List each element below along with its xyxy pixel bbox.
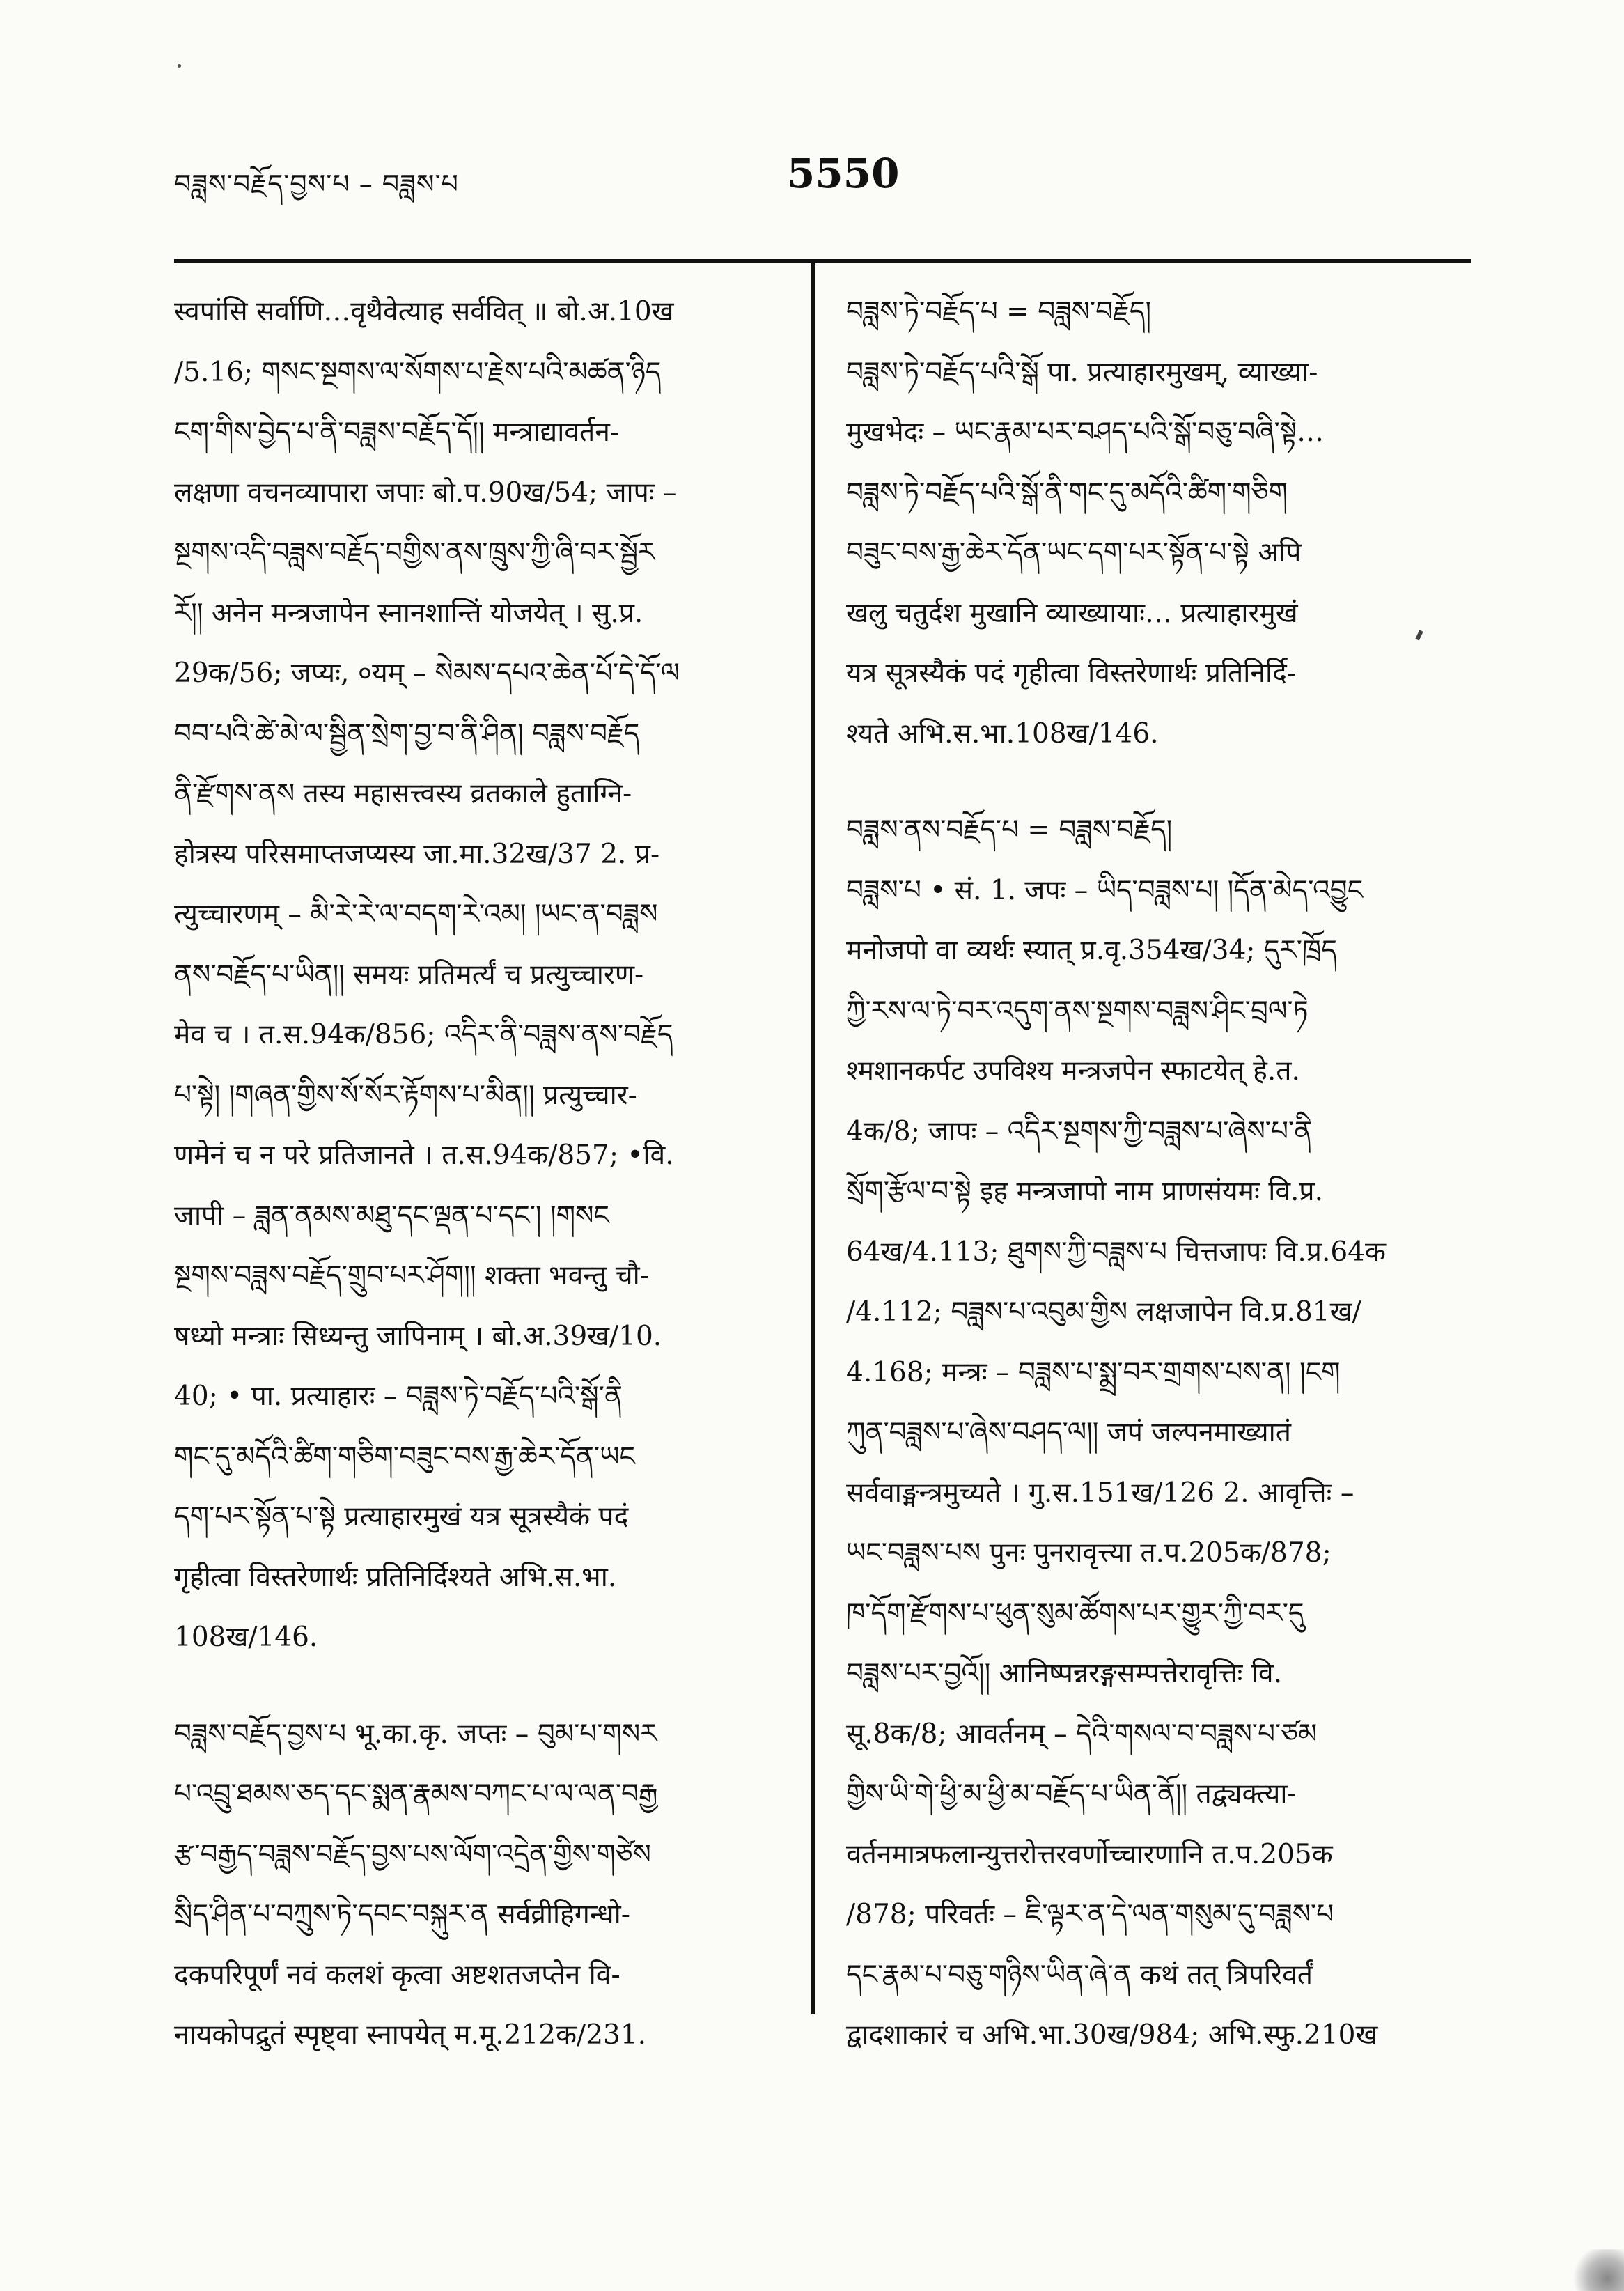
text-line: /878; परिवर्तः – ཇི་ལྟར་ན་དེ་ལན་གསུམ་དུ་བཟླས་པ [846, 1899, 1334, 1930]
text-line: 108ख/146. [174, 1622, 318, 1653]
text-line: པ་འབྲུ་ཐམས་ཅད་དང་སྨན་རྣམས་བཀང་པ་ལ་ལན་བརྒྱ [174, 1778, 658, 1810]
text-line: मुखभेदः – ཡང་རྣམ་པར་བཤད་པའི་སྒོ་བཅུ་བཞི་སྟེ… [846, 417, 1325, 448]
text-line: /5.16; གསང་སྔགས་ལ་སོགས་པ་རྗེས་པའི་མཚན་ཉིད [174, 356, 662, 388]
text-line: यत्र सूत्रस्यैकं पदं गृहीत्वा विस्तरेणार्थः प्रतिनिर्दि- [846, 658, 1297, 689]
text-line: སྔགས་འདི་བཟླས་བརྗོད་བགྱིས་ནས་ཁྲུས་ཀྱི་ཞི་བར་སྦྱོར [174, 537, 655, 568]
text-line: པ་སྟེ། །གཞན་གྱིས་སོ་སོར་རྟོགས་པ་མིན།། प्रत्युच्चार- [174, 1079, 637, 1111]
text-line: ཁ་དོག་རྫོགས་པ་ཕུན་སུམ་ཚོགས་པར་གྱུར་ཀྱི་བར་དུ [846, 1597, 1304, 1629]
entry-gap [174, 1668, 794, 1704]
text-line: खलु चतुर्दश मुखानि व्याख्यायाः… प्रत्याहारमुखं [846, 597, 1298, 629]
text-line: 4क/8; जापः – འདིར་སྔགས་ཀྱི་བཟླས་པ་ཞེས་པ་ནི [846, 1115, 1313, 1147]
text-line: मनोजपो वा व्यर्थः स्यात् प्र.वृ.354ख/34; དུར་ཁྲོད [846, 935, 1337, 966]
text-line: བཟླས་ཏེ་བརྗོད་པའི་སྒོ་ནི་གང་དུ་མདོའི་ཚིག་གཅིག [846, 476, 1288, 508]
running-head: བཟླས་བརྗོད་བྱས་པ – བཟླས་པ [174, 169, 459, 199]
entry-gap [846, 764, 1469, 800]
column-divider [811, 259, 815, 2014]
text-line: 40; • पा. प्रत्याहारः – བཟླས་ཏེ་བརྗོད་པའི་སྒོ་ནི [174, 1381, 623, 1412]
text-line: द्वादशाकारं च अभि.भा.30ख/984; अभि.स्फु.210ख [846, 2019, 1378, 2051]
text-line: णमेनं च न परे प्रतिजानते । त.स.94क/857; •वि. [174, 1140, 674, 1171]
text-line: ངག་གིས་བྱེད་པ་ནི་བཟླས་བརྗོད་དོ།། मन्त्राद्यावर्तन- [174, 417, 620, 448]
text-line: जापी – ཟླན་ནམས་མཐུ་དང་ལྡན་པ་དང་། །གསང [174, 1199, 609, 1232]
text-line: བཟླས་པར་བྱའོ།། आनिष्पन्नरङ्गसम्पत्तेरावृत्तिः वि. [846, 1658, 1282, 1689]
text-line: श्यते अभि.स.भा.108ख/146. [846, 717, 1159, 750]
right-column [846, 282, 1469, 2066]
text-line: ནི་རྫོགས་ནས तस्य महासत्त्वस्य व्रतकाले हुताग्नि- [174, 778, 632, 809]
text-line: गृहीत्वा विस्तरेणार्थः प्रतिनिर्दिश्यते अभि.स.भा. [174, 1561, 617, 1593]
text-line: नायकोपद्रुतं स्पृष्ट्वा स्नापयेत् म.मू.212क/231. [174, 2019, 647, 2051]
text-line: སྔགས་བཟླས་བརྗོད་གྲུབ་པར་ཤོག།། शक्ता भवन्तु चौ- [174, 1260, 649, 1291]
text-line: श्मशानकर्पट उपविश्य मन्त्रजपेन स्फाटयेत् हे.त. [846, 1055, 1300, 1087]
text-line: དང་རྣམ་པ་བཅུ་གཉིས་ཡིན་ཞེ་ན कथं तत् त्रिपरिवर्तं [846, 1959, 1313, 1991]
text-line: བཟླས་ཏེ་བརྗོད་པ = བཟླས་བརྗོད། [846, 296, 1152, 327]
text-line: दकपरिपूर्णं नवं कलशं कृत्वा अष्टशतजप्तेन वि- [174, 1959, 620, 1991]
speck [178, 64, 181, 68]
text-line: 4.168; मन्त्रः – བཟླས་པ་སྨྲ་བར་གྲགས་པས་ན། །ངག [846, 1356, 1341, 1388]
text-line: ཀྱི་རས་ལ་ཏེ་བར་འདུག་ནས་སྔགས་བཟླས་ཤིང་བྲལ་ཏེ [846, 995, 1309, 1027]
text-line: བབ་པའི་ཚེ་མེ་ལ་སྦྱིན་སྲེག་བྱ་བ་ནི་ཤིན། བཟླས་བརྗོད [174, 717, 640, 750]
text-line: ཀུན་བཟླས་པ་ཞེས་བཤད་ལ།། जपं जल्पनमाख्यातं [846, 1417, 1292, 1448]
text-line: དག་པར་སྟོན་པ་སྟེ प्रत्याहारमुखं यत्र सूत्रस्यैकं पदं [174, 1501, 629, 1532]
text-line: वर्तनमात्रफलान्युत्तरोत्तरवर्णोच्चारणानि त.प.205क [846, 1838, 1333, 1870]
text-line: བཟླས་པ • सं. 1. जपः – ཡིད་བཟླས་པ། །དོན་མེད་འབྱུང [846, 874, 1364, 906]
header-rule [174, 259, 1471, 263]
text-line: གང་དུ་མདོའི་ཚིག་གཅིག་བཟུང་བས་རྒྱ་ཆེར་དོན་ཡང [174, 1440, 635, 1473]
text-line: ནས་བརྗོད་པ་ཡིན།། समयः प्रतिमर्त्यं च प्रत्युच्चारण- [174, 958, 644, 991]
corner-smudge [1568, 2249, 1624, 2291]
text-line: བཟླས་ནས་བརྗོད་པ = བཟླས་བརྗོད། [846, 814, 1173, 846]
left-column [174, 282, 794, 2066]
page-number: 5550 [787, 150, 900, 197]
text-line: སྲིད་ཤིན་པ་བཀྲུས་ཏེ་དབང་བསྐུར་ན सर्वव्रीहिगन्धो- [174, 1899, 630, 1930]
text-line: སྲོག་རྩོལ་བ་སྟེ इह मन्त्रजापो नाम प्राणसंयमः वि.प्र. [846, 1176, 1324, 1207]
text-line: सर्ववाङ्मन्त्रमुच्यते । गु.स.151ख/126 2. आवृत्तिः – [846, 1477, 1354, 1509]
text-line: त्युच्चारणम् – མི་རེ་རེ་ལ་བདག་རེ་འམ། །ཡང་ན་བཟླས [174, 899, 658, 930]
text-line: བཟླས་བརྗོད་བྱས་པ भू.का.कृ. जप्तः – བུམ་པ་གསར [174, 1718, 657, 1750]
text-line: གྱིས་ཡི་གེ་ཕྱི་མ་ཕྱི་མ་བརྗོད་པ་ཡིན་ནོ།། तद्व्यक्त्या- [846, 1778, 1297, 1810]
text-line: 64ख/4.113; ཐུགས་ཀྱི་བཟླས་པ चित्तजापः वि.प्र.64क [846, 1236, 1386, 1268]
text-line: मेव च । त.स.94क/856; འདིར་ནི་བཟླས་ནས་བརྗོད [174, 1019, 673, 1050]
text-line: षध्यो मन्त्राः सिध्यन्तु जापिनाम् । बो.अ.39ख/10. [174, 1320, 662, 1352]
text-line: རོ།། अनेन मन्त्रजापेन स्नानशान्तिं योजयेत् । सु.प्र. [174, 597, 643, 629]
text-line: བཟུང་བས་རྒྱ་ཆེར་དོན་ཡང་དག་པར་སྟོན་པ་སྟེ अपि [846, 537, 1302, 568]
text-line: होत्रस्य परिसमाप्तजप्यस्य जा.मा.32ख/37 2. प्र- [174, 838, 660, 870]
text-line: 29क/56; जप्यः, ०यम् – སེམས་དཔའ་ཆེན་པོ་དེ་དོ་ལ [174, 658, 680, 689]
text-line: /4.112; བཟླས་པ་འབུམ་གྱིས लक्षजापेन वि.प्र.81ख/ [846, 1296, 1361, 1328]
text-line: सू.8क/8; आवर्तनम् – དེའི་གསལ་བ་བཟླས་པ་ཙམ [846, 1718, 1318, 1750]
text-line: ཡང་བཟླས་པས पुनः पुनरावृत्त्या त.प.205क/878; [846, 1537, 1332, 1569]
text-line: स्वपांसि सर्वाणि…वृथैवेत्याह सर्ववित् ॥ बो.अ.10ख [174, 296, 674, 327]
text-line: लक्षणा वचनव्यापारा जपाः बो.प.90ख/54; जापः – [174, 476, 677, 508]
text-line: བཟླས་ཏེ་བརྗོད་པའི་སྒོ पा. प्रत्याहारमुखम्, व्याख्या- [846, 356, 1318, 388]
text-line: རྩ་བརྒྱད་བཟླས་བརྗོད་བྱས་པས་ལོག་འདྲེན་གྱིས་གཙེས [174, 1838, 651, 1870]
